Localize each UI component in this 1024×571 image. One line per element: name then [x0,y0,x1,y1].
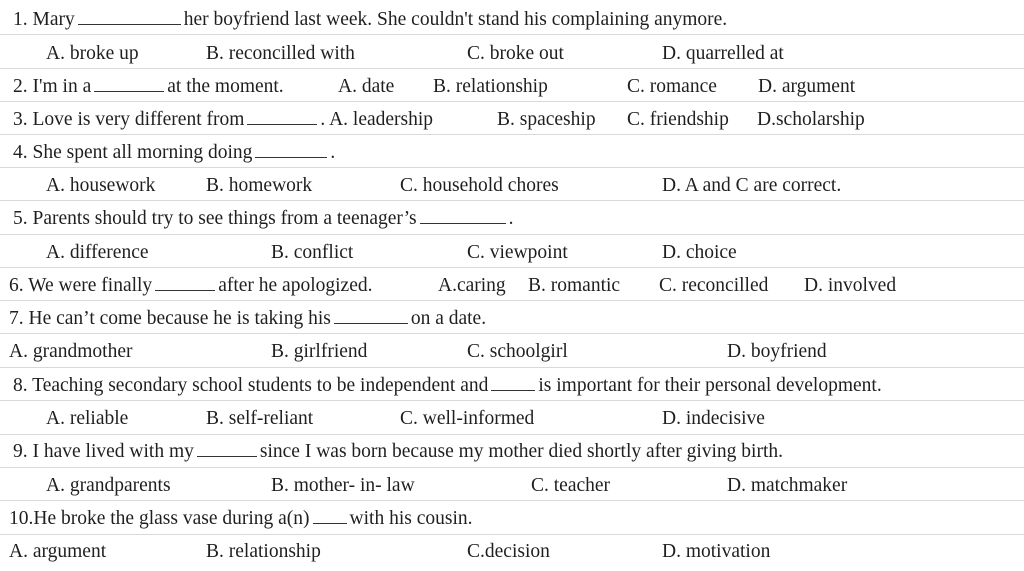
question-5-stem [0,204,1024,234]
stem-text: 8. Teaching secondary school students to be independent and [13,375,489,396]
option-a: A. grandparents [46,475,171,496]
question-10-stem [0,504,1024,534]
option-b: B. relationship [206,541,321,562]
question-7-options [0,337,1024,367]
stem-text: 3. Love is very different from [13,109,245,130]
option-a: A. difference [46,242,149,263]
option-d: D. indecisive [662,408,765,429]
option-b: B. homework [206,175,313,196]
answer-blank [255,140,327,158]
row-divider [0,534,1024,535]
stem-text: on a date. [410,308,487,329]
option-d: D. boyfriend [727,341,827,362]
option-d: D. quarrelled at [662,43,784,64]
row-divider [0,434,1024,435]
answer-blank [313,506,347,524]
option-d: D.scholarship [757,109,865,130]
stem-text: 9. I have lived with my [13,441,194,462]
option-a: A. grandmother [9,341,133,362]
stem-text: . [508,208,514,229]
option-b: B. mother- in- law [271,475,415,496]
stem-text: after he apologized. [218,275,373,296]
stem-text: 10.He broke the glass vase during a(n) [9,508,310,529]
stem-text: 6. We were finally [9,275,153,296]
question-8-options [0,404,1024,434]
answer-blank [491,373,535,391]
option-b: B. romantic [528,275,621,296]
question-6-stem [0,271,1024,301]
question-4-stem [0,138,1024,168]
stem-text: since I was born because my mother died shortly after giving birth. [259,441,784,462]
option-c: C. friendship [627,109,729,130]
stem-text: 7. He can’t come because he is taking his [9,308,331,329]
option-c: C. broke out [467,43,564,64]
option-a: A. argument [9,541,107,562]
option-d: D. argument [758,76,856,97]
option-c: C. household chores [400,175,559,196]
answer-blank [247,107,317,125]
option-c: C. schoolgirl [467,341,568,362]
option-b: B. spaceship [497,109,596,130]
row-divider [0,467,1024,468]
question-2-stem [0,72,1024,102]
stem-text: . A. leadership [320,109,434,130]
stem-text: at the moment. [167,76,284,97]
stem-text: 1. Mary [13,9,75,30]
row-divider [0,367,1024,368]
stem-text: is important for their personal development. [538,375,882,396]
option-b: B. relationship [433,76,548,97]
answer-blank [197,439,257,457]
option-b: B. self-reliant [206,408,314,429]
question-10-options [0,537,1024,567]
question-5-options [0,238,1024,268]
option-d: D. involved [804,275,897,296]
option-d: D. A and C are correct. [662,175,842,196]
option-b: B. girlfriend [271,341,368,362]
answer-blank [94,74,164,92]
option-c: C. well-informed [400,408,535,429]
stem-text: 5. Parents should try to see things from a teenager’s [13,208,417,229]
option-c: C. viewpoint [467,242,568,263]
option-a: A. broke up [46,43,139,64]
answer-blank [420,206,506,224]
question-1-stem [0,5,1024,35]
option-c: C. reconcilled [659,275,769,296]
option-c: C. teacher [531,475,611,496]
option-a: A.caring [438,275,506,296]
answer-blank [155,273,215,291]
option-d: D. choice [662,242,737,263]
answer-blank [78,7,181,25]
option-b: B. reconcilled with [206,43,355,64]
question-4-options [0,171,1024,201]
option-c: C.decision [467,541,550,562]
option-b: B. conflict [271,242,354,263]
answer-blank [334,306,408,324]
question-9-stem [0,437,1024,467]
option-c: C. romance [627,76,717,97]
option-a: A. housework [46,175,156,196]
option-a: A. date [338,76,395,97]
option-d: D. motivation [662,541,771,562]
question-3-stem [0,105,1024,135]
row-divider [0,234,1024,235]
stem-text: her boyfriend last week. She couldn't stand his complaining anymore. [183,9,728,30]
question-1-options [0,39,1024,69]
stem-text: 4. She spent all morning doing [13,142,253,163]
stem-text: . [330,142,336,163]
option-a: A. reliable [46,408,129,429]
stem-text: with his cousin. [349,508,473,529]
question-8-stem [0,371,1024,401]
question-7-stem [0,304,1024,334]
option-d: D. matchmaker [727,475,848,496]
stem-text: 2. I'm in a [13,76,92,97]
question-9-options [0,471,1024,501]
